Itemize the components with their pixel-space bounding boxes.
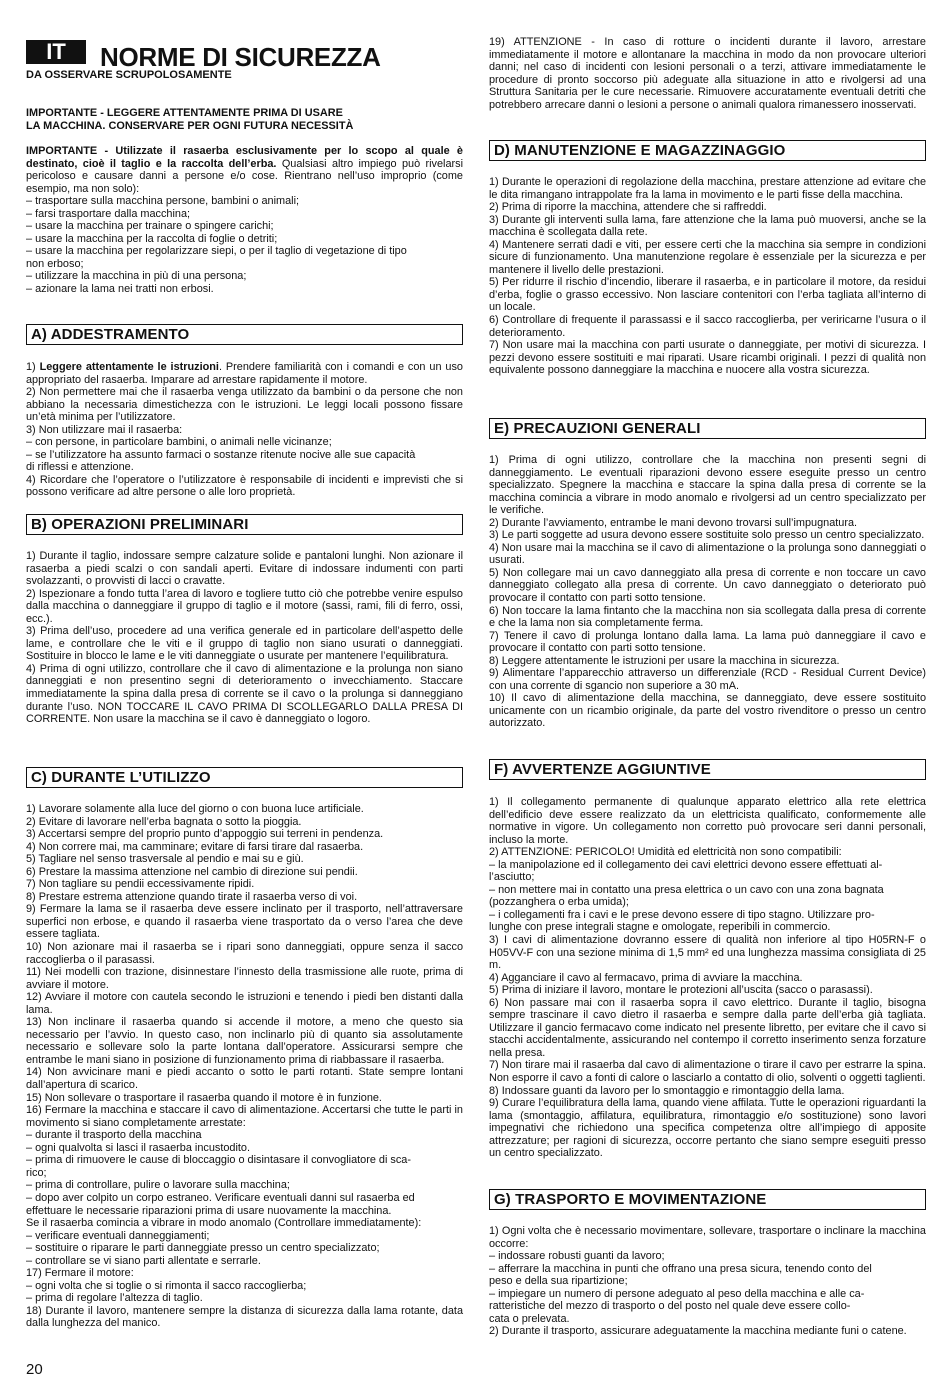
- section-f-body: 1) Il collegamento permanente di qualunque apparato elettrico alla rete elettrica dell’edificio deve essere realizzato da un elettricista qualificato, conformemente alle normative in vigore. Un collegamento non corretto può provocare seri danni personali, incluso la morte. 2) ATTENZIONE: PERICOLO! Umidità ed elettricità non sono compatibili: – la manipolazione ed il collegamento dei cavi elettrici devono essere effettuati al- l’asciutto; – non mettere mai in contatto una presa elettrica o un cavo con una zona bagnata (pozzanghera o erba umida); – i collegamenti fra i cavi e le prese devono essere di tipo stagno. Utilizzare pro- lunghe con prese integrali stagne e omologate, reperibili in commercio. 3) I cavi di alimentazione dovranno essere di qualità non inferiore al tipo H05RN-F o H05VV-F con una sezione minima di 1,5 mm² ed una lunghezza massima consigliata di 25 m. 4) Agganciare il cavo al fermacavo, prima di avviare la macchina. 5) Prima di iniziare il lavoro, montare le protezioni all’uscita (sacco o parasassi). 6) Non passare mai con il rasaerba sopra il cavo elettrico. Durante il taglio, bisogna sempre trascinare il cavo dietro il rasaerba e sempre dalla parte dell’erba già tagliata. Utilizzare il gancio fermacavo come indicato nel presente libretto, per evitare che il cavo si stacchi accidentalmente, assicurando nel contempo il corretto inserimento senza forzature nella presa. 7) Non tirare mai il rasaerba dal cavo di alimentazione o tirare il cavo per estrarre la spina. Non esporre il cavo a fonti di calore o lasciarlo a contatto di olio, solventi o oggetti taglienti. 8) Indossare guanti da lavoro per lo smontaggio e rimontaggio della lama. 9) Curare l’equilibratura della lama, quando viene affilata. Tutte le operazioni riguardanti la lama (smontaggio, affilatura, equilibratura, rimontaggio e/o sostituzione) sono lavori impegnativi che richiedono una specifica competenza oltre all’impiego di apposite attrezzature; per ragioni di sicurezza, occorre pertanto che siano sempre eseguiti presso un centro specializzato.: [489, 796, 926, 1160]
- section-c-continuation: 19) ATTENZIONE - In caso di rotture o incidenti durante il lavoro, arrestare immediatamente il motore e allontanare la macchina in modo da non provocare ulteriori danni; nel caso di incidenti con lesioni personali o a terzi, attivare immediatamente le procedure di pronto soccorso più adeguate alla situazione in atto e rivolgersi ad una Struttura Sanitaria per le cure necessarie. Rimuovere accuratamente eventuali detriti che potrebbero arrecare danni o lesioni a persone o animali qualora rimanessero inosservati.: [489, 36, 926, 111]
- section-a-body: [26, 361, 463, 499]
- section-a-heading: A) ADDESTRAMENTO: [26, 324, 463, 345]
- section-c-heading: C) DURANTE L’UTILIZZO: [26, 767, 463, 788]
- section-a-lead: 1): [26, 361, 40, 373]
- section-e-body: 1) Prima di ogni utilizzo, controllare che la macchina non presenti segni di danneggiamento. Le eventuali riparazioni devono essere eseguite presso un centro specializzato. Spegnere la macchina e staccare la spina dalla presa di corrente se la macchina comincia a vibrare in modo anomalo e rivolgersi ad un centro specializzato per le verifiche. 2) Durante l’avviamento, entrambe le mani devono trovarsi sull’impugnatura. 3) Le parti soggette ad usura devono essere sostituite solo presso un centro specializzato. 4) Non usare mai la macchina se il cavo di alimentazione o la prolunga sono danneggiati o usurati. 5) Non collegare mai un cavo danneggiato alla presa di corrente e non toccare un cavo danneggiato collegato alla presa di corrente. Un cavo danneggiato o deteriorato può provocare il contatto con parti sotto tensione. 6) Non toccare la lama fintanto che la macchina non sia scollegata dalla presa di corrente e che la lama non sia completamente ferma. 7) Tenere il cavo di prolunga lontano dalla lama. La lama può danneggiare il cavo e provocare il contatto con parti sotto tensione. 8) Leggere attentamente le istruzioni per usare la macchina in sicurezza. 9) Alimentare l’apparecchio attraverso un differenziale (RCD - Residual Current Device) con una corrente di sgancio non superiore a 30 mA. 10) Il cavo di alimentazione della macchina, se danneggiato, deve essere sostituito unicamente con un ricambio originale, da parte del vostro rivenditore o presso un centro autorizzato.: [489, 454, 926, 730]
- language-badge: IT: [26, 40, 86, 64]
- section-g-heading: G) TRASPORTO E MOVIMENTAZIONE: [489, 1189, 926, 1210]
- page-title: NORME DI SICUREZZA: [100, 42, 381, 72]
- section-a-text: . Prendere familiarità con i comandi e con un uso appropriato del rasaerba. Imparare ad arrestare rapidamente il motore. 2) Non permettere mai che il rasaerba venga utilizzato da bambini o da persone che non abbiano la necessaria dimestichezza con le istruzioni. Le leggi locali possono fissare un’età minima per l’utilizzatore. 3) Non utilizzare mai il rasaerba: – con persone, in particolare bambini, o animali nelle vicinanze; – se l’utilizzatore ha assunto farmaci o sostanze ritenute nocive alle sue capacità di riflessi e attenzione. 4) Ricordare che l’operatore o l’utilizzatore è responsabile di incidenti e imprevisti che si possono verificare ad altre persone o alle loro proprietà.: [26, 361, 463, 499]
- section-f-heading: F) AVVERTENZE AGGIUNTIVE: [489, 759, 926, 780]
- section-b-body: 1) Durante il taglio, indossare sempre calzature solide e pantaloni lunghi. Non azionare il rasaerba a piedi scalzi o con sandali aperti. Evitare di indossare indumenti con parti svolazzanti, o provvisti di lacci o cravatte. 2) Ispezionare a fondo tutta l’area di lavoro e togliere tutto ciò che potrebbe venire espulso dalla macchina o danneggiare il gruppo di taglio e il motore (sassi, rami, fili di ferro, ossi, ecc.). 3) Prima dell’uso, procedere ad una verifica generale ed in particolare dell’aspetto delle lame, e controllare che le viti e il gruppo di taglio non siano usurati o danneggiati. Sostituire in blocco le lame e le viti danneggiate o usurate per mantenere l’equilibratura. 4) Prima di ogni utilizzo, controllare che il cavo di alimentazione e la prolunga non siano danneggiati e non presentino segni di deterioramento o invecchiamento. Staccare immediatamente la spina dalla presa di corrente se il cavo o la prolunga si danneggiano durante l’uso. NON TOCCARE IL CAVO PRIMA DI SCOLLEGARLO DALLA PRESA DI CORRENTE. Non usare la macchina se il cavo è danneggiato o logoro.: [26, 550, 463, 726]
- section-b-heading: B) OPERAZIONI PRELIMINARI: [26, 514, 463, 535]
- page-number: 20: [26, 1361, 43, 1378]
- intended-use-paragraph: [26, 145, 463, 296]
- section-g-body: 1) Ogni volta che è necessario movimentare, sollevare, trasportare o inclinare la macchina occorre: – indossare robusti guanti da lavoro; – afferrare la macchina in punti che offrano una presa sicura, tenendo conto del peso e della sua ripartizione; – impiegare un numero di persone adeguato al peso della macchina e alle ca- ratteristiche del mezzo di trasporto o del posto nel quale deve essere collo- cata o prelevata. 2) Durante il trasporto, assicurare adeguatamente la macchina mediante funi o catene.: [489, 1225, 926, 1338]
- page-subtitle: DA OSSERVARE SCRUPOLOSAMENTE: [26, 69, 232, 81]
- intended-use-text: Qualsiasi altro impiego può rivelarsi pericoloso e causare danni a persone e/o cose. Rientrano nell’uso improprio (come esempio, ma non solo): – trasportare sulla macchina persone, bambini o animali; – farsi trasportare dalla macchina; – usare la macchina per trainare o spingere carichi; – usare la macchina per la raccolta di foglie o detriti; – usare la macchina per regolarizzare siepi, o per il taglio di vegetazione di tipo non erboso; – utilizzare la macchina in più di una persona; – azionare la lama nei tratti non erbosi.: [26, 157, 463, 296]
- important-notice: IMPORTANTE - LEGGERE ATTENTAMENTE PRIMA DI USARE LA MACCHINA. CONSERVARE PER OGNI FUTURA NECESSITÀ: [26, 107, 354, 132]
- section-e-heading: E) PRECAUZIONI GENERALI: [489, 418, 926, 439]
- section-a-lead-bold: Leggere attentamente le istruzioni: [39, 361, 219, 373]
- section-d-heading: D) MANUTENZIONE E MAGAZZINAGGIO: [489, 140, 926, 161]
- section-d-body: 1) Durante le operazioni di regolazione della macchina, prestare attenzione ad evitare che le dita rimangano intrappolate fra la lama in movimento e le parti fisse della macchina. 2) Prima di riporre la macchina, attendere che si raffreddi. 3) Durante gli interventi sulla lama, fare attenzione che la lama può muoversi, anche se la macchina è scollegata dalla rete. 4) Mantenere serrati dadi e viti, per essere certi che la macchina sia sempre in condizioni sicure di funzionamento. Una manutenzione regolare è essenziale per la sicurezza e per mantenere il livello delle prestazioni. 5) Per ridurre il rischio d’incendio, liberare il rasaerba, e in particolare il motore, da residui d’erba, foglie o grasso eccessivo. Non lasciare contenitori con l’erba tagliata all’interno di un locale. 6) Controllare di frequente il parassassi e il sacco raccoglierba, per veriricarne l’usura o il deterioramento. 7) Non usare mai la macchina con parti usurate o danneggiate, per motivi di sicurezza. I pezzi devono essere sostituiti e mai riparati. Usare ricambi originali. I pezzi di qualità non equivalente possono danneggiare la macchina e nuocere alla vostra sicurezza.: [489, 176, 926, 377]
- intended-use-lead: IMPORTANTE - Utilizzate il rasaerba esclusivamente per lo scopo al quale è destinato, cioè il taglio e la raccolta dell’erba.: [26, 145, 463, 170]
- section-c-body: 1) Lavorare solamente alla luce del giorno o con buona luce artificiale. 2) Evitare di lavorare nell’erba bagnata o sotto la pioggia. 3) Accertarsi sempre del proprio punto d’appoggio sui terreni in pendenza. 4) Non correre mai, ma camminare; evitare di farsi tirare dal rasaerba. 5) Tagliare nel senso trasversale al pendio e mai su e giù. 6) Prestare la massima attenzione nel cambio di direzione sui pendii. 7) Non tagliare su pendii eccessivamente ripidi. 8) Prestare estrema attenzione quando tirate il rasaerba verso di voi. 9) Fermare la lama se il rasaerba deve essere inclinato per il trasporto, nell’attraversare superfici non erbose, e quando il rasaerba viene trasportato da o verso l’area che deve essere tagliata. 10) Non azionare mai il rasaerba se i ripari sono danneggiati, oppure senza il sacco raccoglierba o il parasassi. 11) Nei modelli con trazione, disinnestare l’innesto della trasmissione alle ruote, prima di avviare il motore. 12) Avviare il motore con cautela secondo le istruzioni e tenendo i piedi ben distanti dalla lama. 13) Non inclinare il rasaerba quando si accende il motore, a meno che questo sia necessario per l’avvio. In questo caso, non inclinarlo più di quanto sia assolutamente necessario e sollevare solo la parte lontana dall’operatore. Assicurarsi sempre che entrambe le mani siano in posizione di funzionamento prima di riabbassare il rasaerba. 14) Non avvicinare mani e piedi accanto o sotto le parti rotanti. State sempre lontani dall’apertura di scarico. 15) Non sollevare o trasportare il rasaerba quando il motore è in funzione. 16) Fermare la macchina e staccare il cavo di alimentazione. Accertarsi che tutte le parti in movimento si siano completamente arrestate: – durante il trasporto della macchina – ogni qualvolta si lasci il rasaerba incustodito. – prima di rimuovere le cause di bloccaggio o disintasare il convogliatore di sca- rico; – prima di controllare, pulire o lavorare sulla macchina; – dopo aver colpito un corpo estraneo. Verificare eventuali danni sul rasaerba ed effettuare le necessarie riparazioni prima di usare nuovamente la macchina. Se il rasaerba comincia a vibrare in modo anomalo (Controllare immediatamente): – verificare eventuali danneggiamenti; – sostituire o riparare le parti danneggiate presso un centro specializzato; – controllare se vi siano parti allentate e serrarle. 17) Fermare il motore: – ogni volta che si toglie o si rimonta il sacco raccoglierba; – prima di regolare l’altezza di taglio. 18) Durante il lavoro, mantenere sempre la distanza di sicurezza dalla lama rotante, data dalla lunghezza del manico.: [26, 803, 463, 1330]
